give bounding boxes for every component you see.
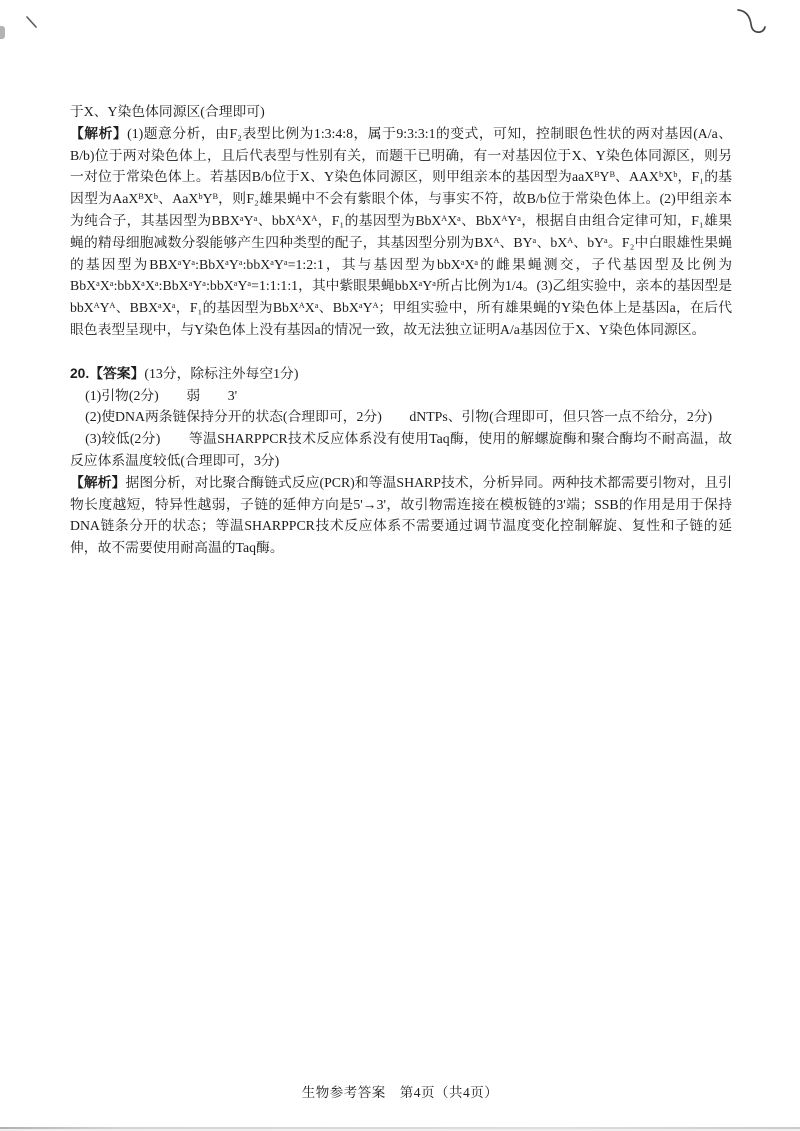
scan-edge-smudge	[0, 26, 5, 39]
q19-analysis-paragraph	[70, 123, 732, 341]
q20-answer-item-3: (3)较低(2分) 等温SHARPPCR技术反应体系没有使用Taq酶，使用的解螺旋酶和聚合酶均不耐高温，故反应体系温度较低(合理即可，3分)	[70, 431, 732, 468]
page-footer	[0, 1081, 800, 1101]
pen-tick-mark	[24, 14, 44, 34]
q20-analysis-text: 据图分析，对比聚合酶链式反应(PCR)和等温SHARP技术，分析异同。两种技术都需要引物对，且引物长度越短，特异性越弱，子链的延伸方向是5'→3'，故引物需连接在模板链的3'端；SSB的作用是用于保持DNA链条分开的状态；等温SHARPPCR技术反应体系不需要通过调节温度变化控制解旋、复性和子链的延伸，故不需要使用耐高温的Taq酶。	[70, 474, 732, 556]
analysis-label: 【解析】	[70, 474, 126, 490]
pen-scribble-mark	[730, 4, 772, 48]
question-20-block	[70, 363, 732, 559]
q19-analysis-text: (1)题意分析，由F₂表型比例为1:3:4:8，属于9:3:3:1的变式，可知，控制眼色性状的两对基因(A/a、B/b)位于两对染色体上，且后代表型与性别有关，而题干已明确，有一对基因位于X、Y染色体同源区，则另一对位于常染色体上。若基因B/b位于X、Y染色体同源区，则甲组亲本的基因型为aaXᴮYᴮ、AAXᵇXᵇ，F₁的基因型为AaXᴮXᵇ、AaXᵇYᴮ，则F₂雄果蝇中不会有紫眼个体，与事实不符，故B/b位于常染色体上。(2)甲组亲本为纯合子，其基因型为BBXᵃYᵃ、bbXᴬXᴬ，F₁的基因型为BbXᴬXᵃ、BbXᴬYᵃ，根据自由组合定律可知，F₁雄果蝇的精母细胞减数分裂能够产生四种类型的配子，其基因型分别为BXᴬ、BYᵃ、bXᴬ、bYᵃ。F₂中白眼雄性果蝇的基因型为BBXᵃYᵃ:BbXᵃYᵃ:bbXᵃYᵃ=1:2:1，其与基因型为bbXᵃXᵃ的雌果蝇测交，子代基因型及比例为BbXᵃXᵃ:bbXᵃXᵃ:BbXᵃYᵃ:bbXᵃYᵃ=1:1:1:1，其中紫眼果蝇bbXᵃYᵃ所占比例为1/4。(3)乙组实验中，亲本的基因型是bbXᴬYᴬ、BBXᵃXᵃ，F₁的基因型为BbXᴬXᵃ、BbXᵃYᴬ；甲组实验中，所有雄果蝇的Y染色体上是基因a，在后代眼色表型呈现中，与Y染色体上没有基因a的情况一致，故无法独立证明A/a基因位于X、Y染色体同源区。	[70, 125, 732, 337]
q19-answer-tail-text: 于X、Y染色体同源区(合理即可)	[70, 104, 265, 119]
answer-label: 【答案】	[89, 365, 145, 381]
q20-answer-header	[70, 363, 732, 385]
q20-analysis-paragraph	[70, 472, 732, 559]
q19-answer-tail	[70, 101, 732, 123]
q20-answer-item-1: (1)引物(2分) 弱 3'	[85, 387, 238, 403]
q20-header-note: (13分，除标注外每空1分)	[144, 365, 299, 381]
q20-number: 20.	[70, 365, 90, 381]
answer-key-content	[70, 101, 732, 559]
page-footer-text: 生物参考答案 第4页（共4页）	[301, 1085, 499, 1100]
q20-answer-item-2: (2)使DNA两条链保持分开的状态(合理即可，2分) dNTPs、引物(合理即可，但只答一点不给分，2分)	[85, 409, 713, 425]
analysis-label: 【解析】	[70, 125, 128, 141]
